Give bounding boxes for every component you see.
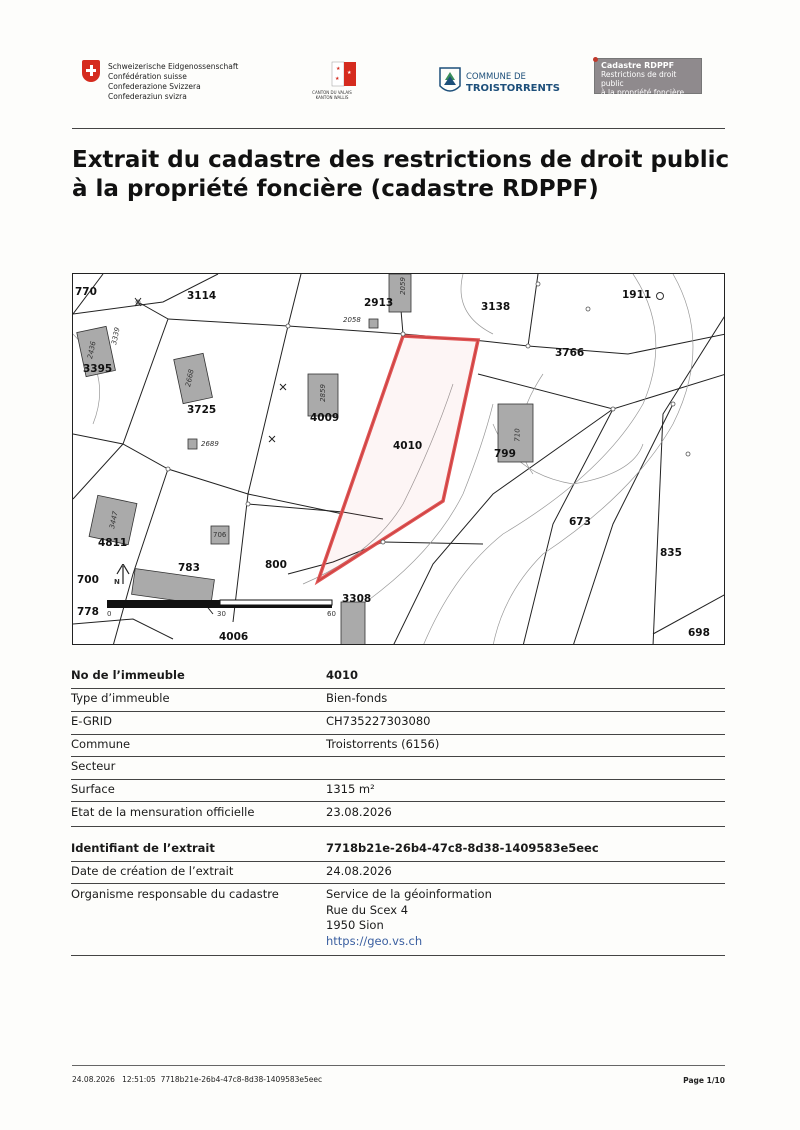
parcel-label: 706 xyxy=(213,531,227,539)
rdppf-marker-icon xyxy=(593,57,598,62)
parcel-label: 4811 xyxy=(98,537,128,549)
row-value: 4010 xyxy=(326,668,359,682)
building-number: 2058 xyxy=(343,316,361,324)
row-label: Surface xyxy=(71,782,115,796)
scale-label: 30 xyxy=(217,610,226,618)
swiss-line: Confederaziun svizra xyxy=(108,92,187,101)
row-divider xyxy=(71,734,725,735)
canton-line: KANTON WALLIS xyxy=(315,95,349,100)
parcel-label: 3395 xyxy=(83,363,113,375)
page-number: Page 1/10 xyxy=(683,1076,725,1085)
row-label: Identifiant de l’extrait xyxy=(71,841,215,855)
scale-label: 0 xyxy=(107,610,112,618)
row-label: Secteur xyxy=(71,759,116,773)
parcel-label: 778 xyxy=(77,606,99,618)
page-title: Extrait du cadastre des restrictions de droit public à la propriété foncière (cadastre RDPPF) xyxy=(72,147,730,202)
canton-valais-logo-icon xyxy=(318,60,362,90)
rdppf-logo xyxy=(594,58,702,97)
row-divider xyxy=(71,711,725,712)
org-line: Rue du Scex 4 xyxy=(326,902,409,917)
rdppf-title: Cadastre RDPPF xyxy=(601,61,675,70)
svg-text:★: ★ xyxy=(347,70,352,76)
rdppf-line: Restrictions de droit public xyxy=(601,70,677,88)
swiss-coat-of-arms-icon xyxy=(82,60,100,82)
building-number: 710 xyxy=(513,428,522,442)
parcel-label: 800 xyxy=(265,559,287,571)
rdppf-line: à la propriété foncière xyxy=(601,88,685,97)
parcel-label: 3138 xyxy=(481,301,511,313)
row-value: 23.08.2026 xyxy=(326,805,392,819)
row-value: Troistorrents (6156) xyxy=(326,737,440,751)
row-divider xyxy=(71,801,725,802)
swiss-line: Confédération suisse xyxy=(108,72,187,81)
building-number: 3447 xyxy=(108,510,120,530)
building-number: 3339 xyxy=(110,326,122,346)
parcel-label: 4010 xyxy=(393,440,423,452)
cadastre-map xyxy=(72,273,725,645)
scale-bar xyxy=(107,564,372,614)
building-number: 2668 xyxy=(184,368,196,388)
row-divider xyxy=(71,826,725,827)
row-label: Etat de la mensuration officielle xyxy=(71,805,255,819)
canton-text xyxy=(310,90,354,100)
row-value: CH735227303080 xyxy=(326,714,431,728)
parcel-label: 673 xyxy=(569,516,591,528)
org-url-link[interactable]: https://geo.vs.ch xyxy=(326,933,423,948)
row-divider xyxy=(71,955,725,956)
header-divider xyxy=(72,128,725,129)
commune-logo-icon xyxy=(437,66,463,96)
row-divider xyxy=(71,779,725,780)
swiss-line: Confederazione Svizzera xyxy=(108,82,201,91)
row-label: Organisme responsable du cadastre xyxy=(71,887,279,901)
parcel-label: 770 xyxy=(75,286,97,298)
row-divider xyxy=(71,861,725,862)
parcel-label: 698 xyxy=(688,627,710,639)
parcel-label: 3114 xyxy=(187,290,217,302)
building-number: 2859 xyxy=(318,384,327,402)
org-line: Service de la géoinformation xyxy=(326,887,492,901)
swiss-line: Schweizerische Eidgenossenschaft xyxy=(108,62,239,71)
row-divider xyxy=(71,883,725,884)
parcel-label: 783 xyxy=(178,562,200,574)
north-label: N xyxy=(114,578,120,586)
row-divider xyxy=(71,688,725,689)
commune-label: COMMUNE DE xyxy=(466,72,526,82)
row-value: Bien-fonds xyxy=(326,691,388,705)
row-value: 24.08.2026 xyxy=(326,864,392,878)
row-label: Commune xyxy=(71,737,131,751)
swiss-confederation-text xyxy=(108,62,238,102)
row-label: Type d’immeuble xyxy=(71,691,170,705)
parcel-label: 1911 xyxy=(622,289,652,301)
row-value xyxy=(326,887,492,949)
building-number: 2436 xyxy=(86,340,98,360)
parcel-label: 4009 xyxy=(310,412,340,424)
commune-name: TROISTORRENTS xyxy=(466,83,560,94)
svg-text:★: ★ xyxy=(336,66,341,72)
row-value: 7718b21e-26b4-47c8-8d38-1409583e5eec xyxy=(326,841,599,855)
parcel-label: 3308 xyxy=(342,593,372,605)
parcel-label: 3725 xyxy=(187,404,217,416)
parcel-label: 700 xyxy=(77,574,99,586)
footer-divider xyxy=(72,1065,725,1066)
row-label: E-GRID xyxy=(71,714,112,728)
org-line: 1950 Sion xyxy=(326,918,384,932)
commune-logo-text xyxy=(466,72,560,94)
row-label: No de l’immeuble xyxy=(71,668,185,682)
row-divider xyxy=(71,756,725,757)
parcel-label: 3766 xyxy=(555,347,585,359)
row-label: Date de création de l’extrait xyxy=(71,864,234,878)
canton-line: CANTON DU VALAIS xyxy=(312,90,352,95)
building-number: 2689 xyxy=(201,440,219,448)
svg-text:★: ★ xyxy=(335,76,340,82)
building-number: 2059 xyxy=(398,277,407,295)
footer-extract-id: 7718b21e-26b4-47c8-8d38-1409583e5eec xyxy=(160,1075,323,1084)
parcel-label: 835 xyxy=(660,547,682,559)
scale-label: 60 xyxy=(327,610,336,618)
row-value: 1315 m² xyxy=(326,782,375,796)
parcel-label: 799 xyxy=(494,448,516,460)
footer-time: 12:51:05 xyxy=(122,1075,156,1084)
parcel-label: 4006 xyxy=(219,631,249,643)
footer-date: 24.08.2026 xyxy=(72,1075,115,1084)
footer-meta xyxy=(72,1075,322,1084)
parcel-label: 2913 xyxy=(364,297,394,309)
